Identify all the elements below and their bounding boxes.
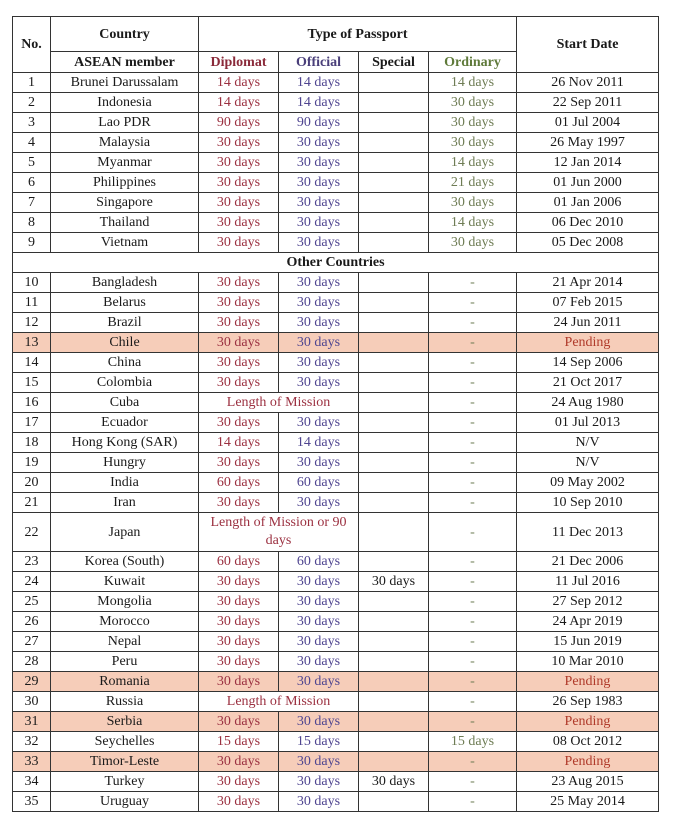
diplomat-duration: 30 days — [199, 313, 279, 333]
diplomat-duration: 30 days — [199, 752, 279, 772]
row-number: 12 — [13, 313, 51, 333]
official-duration: 30 days — [279, 612, 359, 632]
start-date: 01 Jul 2004 — [517, 113, 659, 133]
asean-rows — [13, 73, 659, 253]
table-row — [13, 732, 659, 752]
special-duration: 30 days — [359, 572, 429, 592]
official-duration: 30 days — [279, 652, 359, 672]
official-duration: 30 days — [279, 353, 359, 373]
official-duration: 14 days — [279, 73, 359, 93]
ordinary-duration: - — [429, 672, 517, 692]
ordinary-duration: - — [429, 572, 517, 592]
special-duration — [359, 612, 429, 632]
start-date: Pending — [517, 752, 659, 772]
official-duration: 30 days — [279, 772, 359, 792]
table-row — [13, 453, 659, 473]
table-row — [13, 233, 659, 253]
table-row — [13, 632, 659, 652]
row-number: 20 — [13, 473, 51, 493]
diplomat-duration: 30 days — [199, 273, 279, 293]
diplomat-duration: 30 days — [199, 453, 279, 473]
row-number: 13 — [13, 333, 51, 353]
table-row — [13, 133, 659, 153]
ordinary-duration: - — [429, 373, 517, 393]
official-duration: 30 days — [279, 752, 359, 772]
row-number: 26 — [13, 612, 51, 632]
ordinary-duration: - — [429, 393, 517, 413]
row-number: 5 — [13, 153, 51, 173]
country-name: Lao PDR — [51, 113, 199, 133]
special-duration — [359, 513, 429, 552]
table-row — [13, 373, 659, 393]
special-duration: 30 days — [359, 772, 429, 792]
row-number: 3 — [13, 113, 51, 133]
row-number: 33 — [13, 752, 51, 772]
other-rows — [13, 273, 659, 812]
start-date: 01 Jan 2006 — [517, 193, 659, 213]
special-duration — [359, 732, 429, 752]
country-name: Myanmar — [51, 153, 199, 173]
header-asean-member: ASEAN member — [51, 52, 199, 73]
official-duration: 30 days — [279, 213, 359, 233]
diplomat-duration: 30 days — [199, 792, 279, 812]
country-name: Bangladesh — [51, 273, 199, 293]
country-name: Singapore — [51, 193, 199, 213]
diplomat-duration: 30 days — [199, 592, 279, 612]
start-date: 26 Sep 1983 — [517, 692, 659, 712]
official-duration: 30 days — [279, 333, 359, 353]
ordinary-duration: 30 days — [429, 133, 517, 153]
table-row — [13, 413, 659, 433]
table-row — [13, 293, 659, 313]
diplomat-duration: 30 days — [199, 612, 279, 632]
ordinary-duration: - — [429, 513, 517, 552]
official-duration: 30 days — [279, 453, 359, 473]
visa-exemption-table — [12, 16, 659, 812]
start-date: 21 Dec 2006 — [517, 552, 659, 572]
special-duration — [359, 153, 429, 173]
diplomat-duration: 30 days — [199, 572, 279, 592]
table-row — [13, 792, 659, 812]
table-row — [13, 313, 659, 333]
special-duration — [359, 712, 429, 732]
special-duration — [359, 453, 429, 473]
start-date: 26 Nov 2011 — [517, 73, 659, 93]
start-date: 10 Mar 2010 — [517, 652, 659, 672]
start-date: 25 May 2014 — [517, 792, 659, 812]
official-duration: 30 days — [279, 672, 359, 692]
special-duration — [359, 493, 429, 513]
start-date: 11 Dec 2013 — [517, 513, 659, 552]
row-number: 28 — [13, 652, 51, 672]
start-date: 22 Sep 2011 — [517, 93, 659, 113]
ordinary-duration: 14 days — [429, 153, 517, 173]
diplomat-duration: 30 days — [199, 293, 279, 313]
table-row — [13, 193, 659, 213]
table-row — [13, 652, 659, 672]
country-name: Ecuador — [51, 413, 199, 433]
official-duration: 14 days — [279, 93, 359, 113]
visa-exemption-table-container — [12, 16, 659, 812]
diplomat-duration: 30 days — [199, 772, 279, 792]
special-duration — [359, 473, 429, 493]
official-duration: 30 days — [279, 373, 359, 393]
start-date: Pending — [517, 712, 659, 732]
special-duration — [359, 113, 429, 133]
table-row — [13, 692, 659, 712]
special-duration — [359, 393, 429, 413]
country-name: Vietnam — [51, 233, 199, 253]
ordinary-duration: - — [429, 453, 517, 473]
diplomat-duration: 30 days — [199, 353, 279, 373]
start-date: 12 Jan 2014 — [517, 153, 659, 173]
diplomat-duration: 30 days — [199, 632, 279, 652]
table-row — [13, 173, 659, 193]
ordinary-duration: - — [429, 552, 517, 572]
diplomat-official-duration: Length of Mission — [199, 393, 359, 413]
start-date: 14 Sep 2006 — [517, 353, 659, 373]
diplomat-duration: 30 days — [199, 493, 279, 513]
diplomat-duration: 30 days — [199, 413, 279, 433]
table-row — [13, 393, 659, 413]
official-duration: 30 days — [279, 153, 359, 173]
other-section — [13, 253, 659, 273]
row-number: 25 — [13, 592, 51, 612]
ordinary-duration: 14 days — [429, 213, 517, 233]
row-number: 29 — [13, 672, 51, 692]
special-duration — [359, 213, 429, 233]
country-name: Thailand — [51, 213, 199, 233]
country-name: Romania — [51, 672, 199, 692]
official-duration: 30 days — [279, 413, 359, 433]
start-date: 07 Feb 2015 — [517, 293, 659, 313]
diplomat-duration: 60 days — [199, 473, 279, 493]
official-duration: 30 days — [279, 273, 359, 293]
country-name: Serbia — [51, 712, 199, 732]
diplomat-duration: 14 days — [199, 73, 279, 93]
special-duration — [359, 353, 429, 373]
country-name: China — [51, 353, 199, 373]
special-duration — [359, 313, 429, 333]
country-name: Brunei Darussalam — [51, 73, 199, 93]
ordinary-duration: - — [429, 712, 517, 732]
ordinary-duration: - — [429, 632, 517, 652]
special-duration — [359, 413, 429, 433]
header-diplomat: Diplomat — [199, 52, 279, 73]
table-row — [13, 592, 659, 612]
country-name: India — [51, 473, 199, 493]
start-date: 01 Jun 2000 — [517, 173, 659, 193]
start-date: 05 Dec 2008 — [517, 233, 659, 253]
row-number: 9 — [13, 233, 51, 253]
ordinary-duration: - — [429, 772, 517, 792]
row-number: 7 — [13, 193, 51, 213]
header-no: No. — [13, 17, 51, 73]
ordinary-duration: - — [429, 473, 517, 493]
table-row — [13, 153, 659, 173]
official-duration: 15 days — [279, 732, 359, 752]
official-duration: 30 days — [279, 632, 359, 652]
row-number: 34 — [13, 772, 51, 792]
country-name: Philippines — [51, 173, 199, 193]
diplomat-duration: 30 days — [199, 173, 279, 193]
official-duration: 30 days — [279, 493, 359, 513]
row-number: 23 — [13, 552, 51, 572]
official-duration: 60 days — [279, 473, 359, 493]
diplomat-official-duration: Length of Mission or 90 days — [199, 513, 359, 552]
country-name: Timor-Leste — [51, 752, 199, 772]
country-name: Colombia — [51, 373, 199, 393]
header-special: Special — [359, 52, 429, 73]
start-date: 11 Jul 2016 — [517, 572, 659, 592]
table-row — [13, 213, 659, 233]
start-date: 26 May 1997 — [517, 133, 659, 153]
ordinary-duration: - — [429, 592, 517, 612]
country-name: Nepal — [51, 632, 199, 652]
official-duration: 30 days — [279, 572, 359, 592]
diplomat-duration: 60 days — [199, 552, 279, 572]
diplomat-duration: 30 days — [199, 233, 279, 253]
country-name: Cuba — [51, 393, 199, 413]
row-number: 6 — [13, 173, 51, 193]
diplomat-duration: 30 days — [199, 712, 279, 732]
country-name: Peru — [51, 652, 199, 672]
ordinary-duration: 30 days — [429, 233, 517, 253]
diplomat-duration: 30 days — [199, 193, 279, 213]
country-name: Iran — [51, 493, 199, 513]
start-date: 10 Sep 2010 — [517, 493, 659, 513]
special-duration — [359, 93, 429, 113]
table-row — [13, 572, 659, 592]
table-row — [13, 513, 659, 552]
ordinary-duration: 15 days — [429, 732, 517, 752]
start-date: N/V — [517, 433, 659, 453]
country-name: Japan — [51, 513, 199, 552]
special-duration — [359, 433, 429, 453]
official-duration: 30 days — [279, 233, 359, 253]
start-date: Pending — [517, 333, 659, 353]
ordinary-duration: 30 days — [429, 193, 517, 213]
country-name: Kuwait — [51, 572, 199, 592]
row-number: 35 — [13, 792, 51, 812]
start-date: 24 Aug 1980 — [517, 393, 659, 413]
row-number: 17 — [13, 413, 51, 433]
official-duration: 14 days — [279, 433, 359, 453]
ordinary-duration: 21 days — [429, 173, 517, 193]
country-name: Turkey — [51, 772, 199, 792]
official-duration: 30 days — [279, 193, 359, 213]
row-number: 11 — [13, 293, 51, 313]
ordinary-duration: - — [429, 413, 517, 433]
ordinary-duration: - — [429, 273, 517, 293]
ordinary-duration: 30 days — [429, 113, 517, 133]
start-date: 01 Jul 2013 — [517, 413, 659, 433]
table-row — [13, 113, 659, 133]
header-official: Official — [279, 52, 359, 73]
official-duration: 60 days — [279, 552, 359, 572]
ordinary-duration: 14 days — [429, 73, 517, 93]
special-duration — [359, 173, 429, 193]
table-row — [13, 712, 659, 732]
start-date: 09 May 2002 — [517, 473, 659, 493]
start-date: 21 Oct 2017 — [517, 373, 659, 393]
country-name: Chile — [51, 333, 199, 353]
special-duration — [359, 752, 429, 772]
table-row — [13, 772, 659, 792]
table-row — [13, 752, 659, 772]
row-number: 27 — [13, 632, 51, 652]
ordinary-duration: - — [429, 293, 517, 313]
diplomat-duration: 30 days — [199, 652, 279, 672]
header-country: Country — [51, 17, 199, 52]
country-name: Malaysia — [51, 133, 199, 153]
row-number: 1 — [13, 73, 51, 93]
country-name: Russia — [51, 692, 199, 712]
special-duration — [359, 333, 429, 353]
header-start-date: Start Date — [517, 17, 659, 73]
special-duration — [359, 792, 429, 812]
special-duration — [359, 73, 429, 93]
row-number: 19 — [13, 453, 51, 473]
ordinary-duration: 30 days — [429, 93, 517, 113]
diplomat-duration: 30 days — [199, 373, 279, 393]
diplomat-duration: 14 days — [199, 93, 279, 113]
row-number: 18 — [13, 433, 51, 453]
diplomat-duration: 30 days — [199, 672, 279, 692]
header-row-main — [13, 17, 659, 52]
start-date: 15 Jun 2019 — [517, 632, 659, 652]
special-duration — [359, 293, 429, 313]
row-number: 15 — [13, 373, 51, 393]
ordinary-duration: - — [429, 792, 517, 812]
section-row-other-countries — [13, 253, 659, 273]
special-duration — [359, 233, 429, 253]
ordinary-duration: - — [429, 313, 517, 333]
official-duration: 30 days — [279, 173, 359, 193]
official-duration: 30 days — [279, 712, 359, 732]
ordinary-duration: - — [429, 493, 517, 513]
country-name: Uruguay — [51, 792, 199, 812]
country-name: Hungry — [51, 453, 199, 473]
country-name: Belarus — [51, 293, 199, 313]
row-number: 31 — [13, 712, 51, 732]
start-date: N/V — [517, 453, 659, 473]
row-number: 14 — [13, 353, 51, 373]
ordinary-duration: - — [429, 433, 517, 453]
section-title-other-countries: Other Countries — [13, 253, 659, 273]
start-date: 24 Jun 2011 — [517, 313, 659, 333]
row-number: 4 — [13, 133, 51, 153]
row-number: 24 — [13, 572, 51, 592]
table-row — [13, 93, 659, 113]
country-name: Hong Kong (SAR) — [51, 433, 199, 453]
special-duration — [359, 672, 429, 692]
official-duration: 30 days — [279, 133, 359, 153]
official-duration: 30 days — [279, 592, 359, 612]
diplomat-duration: 30 days — [199, 333, 279, 353]
start-date: 06 Dec 2010 — [517, 213, 659, 233]
ordinary-duration: - — [429, 752, 517, 772]
start-date: 21 Apr 2014 — [517, 273, 659, 293]
special-duration — [359, 632, 429, 652]
country-name: Seychelles — [51, 732, 199, 752]
table-row — [13, 333, 659, 353]
diplomat-duration: 15 days — [199, 732, 279, 752]
official-duration: 30 days — [279, 293, 359, 313]
diplomat-duration: 30 days — [199, 133, 279, 153]
row-number: 2 — [13, 93, 51, 113]
header-ordinary: Ordinary — [429, 52, 517, 73]
table-row — [13, 612, 659, 632]
country-name: Korea (South) — [51, 552, 199, 572]
country-name: Indonesia — [51, 93, 199, 113]
table-row — [13, 473, 659, 493]
special-duration — [359, 652, 429, 672]
table-row — [13, 353, 659, 373]
ordinary-duration: - — [429, 612, 517, 632]
country-name: Mongolia — [51, 592, 199, 612]
official-duration: 30 days — [279, 313, 359, 333]
special-duration — [359, 692, 429, 712]
diplomat-official-duration: Length of Mission — [199, 692, 359, 712]
start-date: 27 Sep 2012 — [517, 592, 659, 612]
diplomat-duration: 90 days — [199, 113, 279, 133]
special-duration — [359, 552, 429, 572]
special-duration — [359, 133, 429, 153]
country-name: Brazil — [51, 313, 199, 333]
table-row — [13, 73, 659, 93]
row-number: 22 — [13, 513, 51, 552]
special-duration — [359, 592, 429, 612]
ordinary-duration: - — [429, 692, 517, 712]
row-number: 8 — [13, 213, 51, 233]
start-date: 08 Oct 2012 — [517, 732, 659, 752]
table-row — [13, 552, 659, 572]
country-name: Morocco — [51, 612, 199, 632]
table-row — [13, 433, 659, 453]
header-passport-type: Type of Passport — [199, 17, 517, 52]
ordinary-duration: - — [429, 333, 517, 353]
row-number: 21 — [13, 493, 51, 513]
diplomat-duration: 30 days — [199, 213, 279, 233]
start-date: 24 Apr 2019 — [517, 612, 659, 632]
special-duration — [359, 193, 429, 213]
table-row — [13, 273, 659, 293]
diplomat-duration: 30 days — [199, 153, 279, 173]
row-number: 16 — [13, 393, 51, 413]
start-date: Pending — [517, 672, 659, 692]
row-number: 10 — [13, 273, 51, 293]
ordinary-duration: - — [429, 652, 517, 672]
row-number: 32 — [13, 732, 51, 752]
ordinary-duration: - — [429, 353, 517, 373]
start-date: 23 Aug 2015 — [517, 772, 659, 792]
row-number: 30 — [13, 692, 51, 712]
table-row — [13, 493, 659, 513]
table-row — [13, 672, 659, 692]
diplomat-duration: 14 days — [199, 433, 279, 453]
special-duration — [359, 373, 429, 393]
official-duration: 30 days — [279, 792, 359, 812]
official-duration: 90 days — [279, 113, 359, 133]
special-duration — [359, 273, 429, 293]
